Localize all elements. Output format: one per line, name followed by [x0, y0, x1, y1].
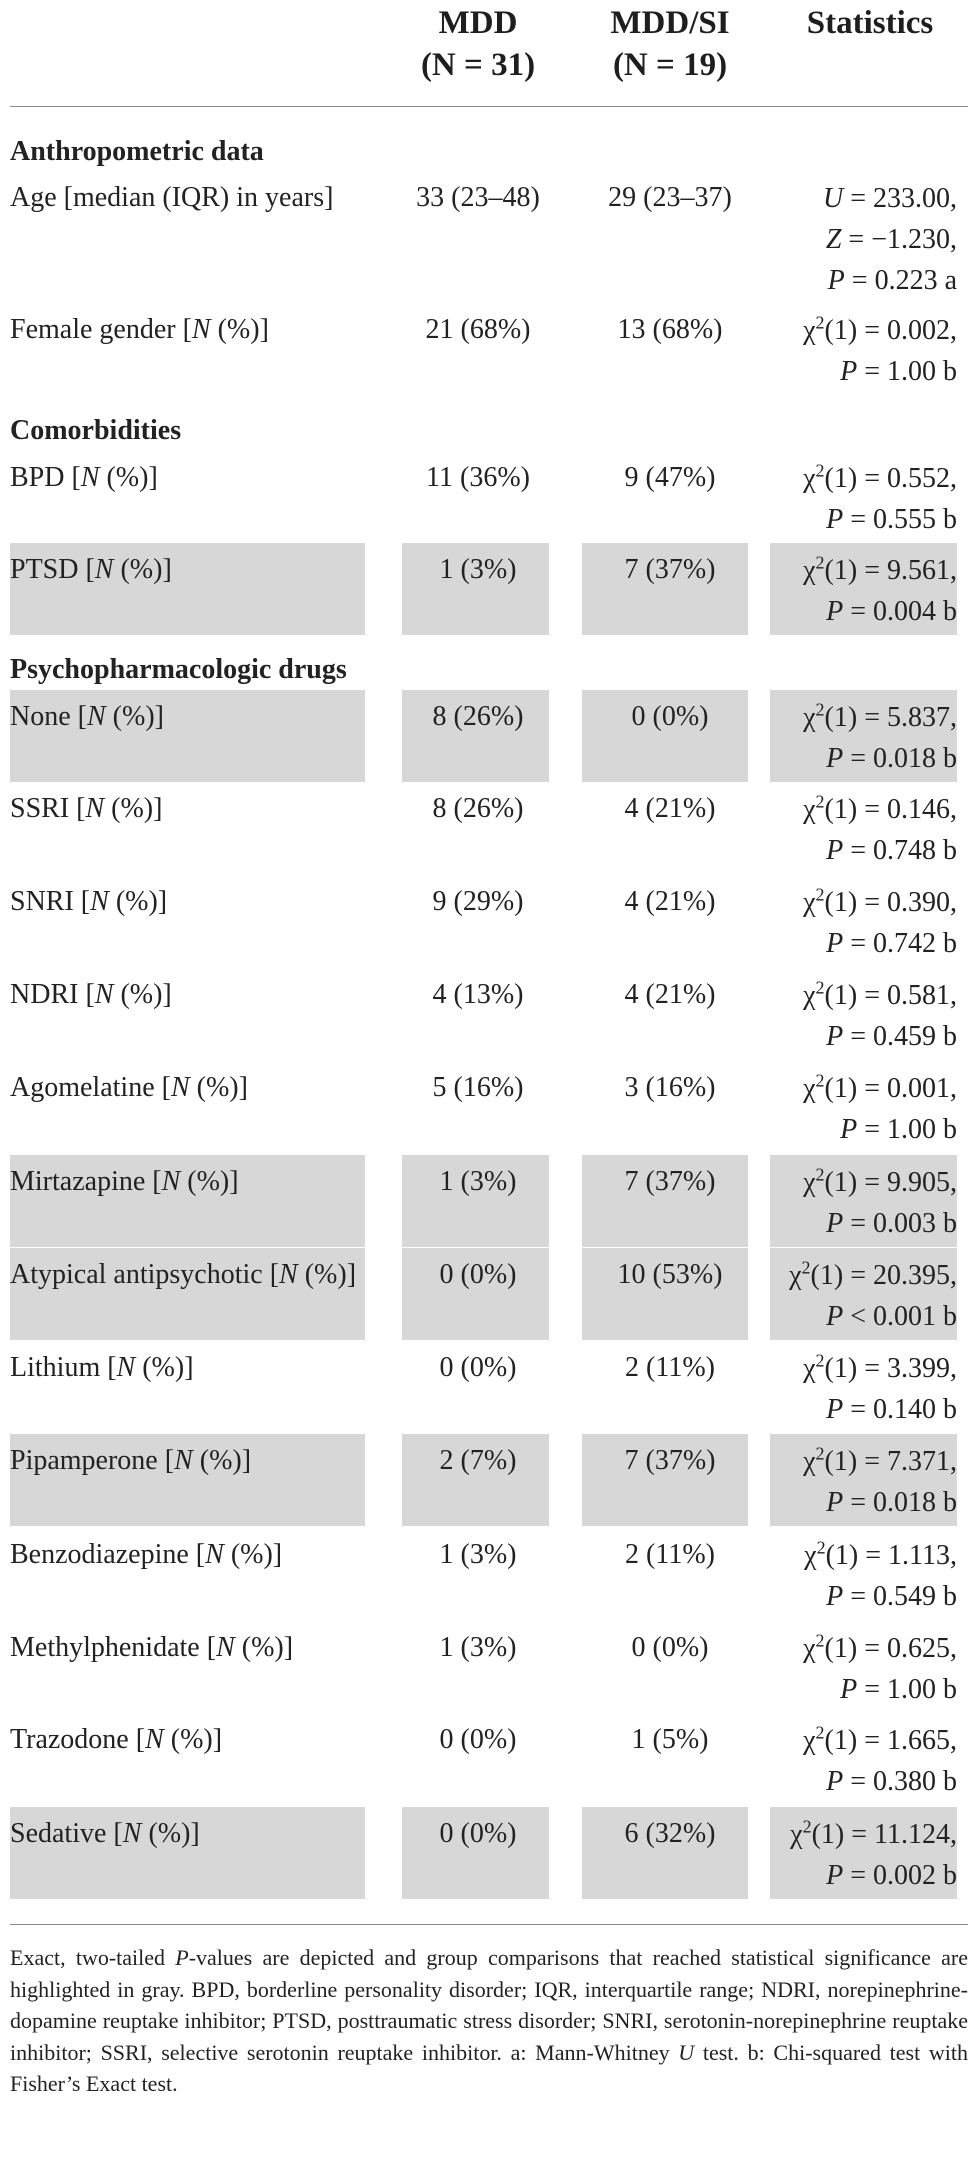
cell-mdd: 33 (23–48)	[416, 182, 540, 213]
cell-statistics	[777, 1441, 957, 1523]
cell-mdd-si: 7 (37%)	[624, 1445, 716, 1476]
cell-mdd-si: 13 (68%)	[617, 314, 723, 345]
statistic-line: P = 0.223 a	[827, 265, 957, 296]
cell-mdd-si: 7 (37%)	[624, 1166, 716, 1197]
cell-mdd: 1 (3%)	[439, 1632, 517, 1663]
cell-mdd: 8 (26%)	[432, 793, 524, 824]
cell-statistics	[777, 550, 957, 632]
statistic-line: $\chi^2(1) = 0.390$,	[803, 884, 957, 918]
cell-mdd: 4 (13%)	[432, 979, 524, 1010]
statistic-line: $\chi^2(1) = 0.146$,	[803, 791, 957, 825]
cell-mdd: 0 (0%)	[439, 1352, 517, 1383]
statistic-line: P = 0.549 b	[826, 1581, 957, 1612]
header-divider	[10, 106, 968, 107]
row-label: NDRI [N (%)]	[10, 979, 172, 1010]
cell-mdd-si: 7 (37%)	[624, 554, 716, 585]
statistic-line: P = 1.00 b	[840, 356, 957, 387]
cell-statistics	[777, 310, 957, 392]
row-label: Trazodone [N (%)]	[10, 1724, 223, 1755]
statistic-line: P = 0.380 b	[826, 1766, 957, 1797]
statistic-line: $\chi^2(1) = 1.113$,	[804, 1537, 957, 1571]
row-label: Pipamperone [N (%)]	[10, 1445, 252, 1476]
cell-statistics	[777, 1814, 957, 1896]
cell-mdd: 9 (29%)	[432, 886, 524, 917]
statistic-line: $\chi^2(1) = 1.665$,	[803, 1722, 957, 1756]
statistic-line: P = 1.00 b	[840, 1674, 957, 1705]
cell-mdd: 11 (36%)	[426, 462, 530, 493]
statistic-line: $\chi^2(1) = 7.371$,	[803, 1443, 957, 1477]
row-label: BPD [N (%)]	[10, 462, 158, 493]
cell-mdd-si: 2 (11%)	[625, 1539, 715, 1570]
cell-mdd-si: 0 (0%)	[631, 701, 709, 732]
statistic-line: $\chi^2(1) = 0.625$,	[803, 1630, 957, 1664]
cell-statistics	[777, 1162, 957, 1244]
statistic-line: P = 0.140 b	[826, 1394, 957, 1425]
statistic-line: $\chi^2(1) = 0.581$,	[803, 977, 957, 1011]
cell-mdd: 1 (3%)	[439, 1539, 517, 1570]
statistic-line: P = 0.555 b	[826, 504, 957, 535]
row-label: SNRI [N (%)]	[10, 886, 168, 917]
statistic-line: $\chi^2(1) = 0.002$,	[803, 312, 957, 346]
cell-statistics	[777, 975, 957, 1057]
cell-mdd-si: 6 (32%)	[624, 1818, 716, 1849]
footer-divider	[10, 1924, 968, 1925]
cell-mdd: 2 (7%)	[439, 1445, 517, 1476]
header-mdd: MDD (N = 31)	[420, 5, 536, 83]
row-label: SSRI [N (%)]	[10, 793, 163, 824]
header-mdd-si: MDD/SI (N = 19)	[610, 5, 730, 83]
row-label: Agomelatine [N (%)]	[10, 1072, 248, 1103]
row-label: Methylphenidate [N (%)]	[10, 1632, 294, 1663]
statistic-line: P = 0.003 b	[826, 1208, 957, 1239]
row-label: Mirtazapine [N (%)]	[10, 1166, 239, 1197]
cell-mdd-si: 3 (16%)	[624, 1072, 716, 1103]
row-label: Age [median (IQR) in years]	[10, 182, 334, 213]
cell-mdd: 5 (16%)	[432, 1072, 524, 1103]
statistic-line: $\chi^2(1) = 11.124$,	[790, 1816, 957, 1850]
statistic-line: P = 1.00 b	[840, 1114, 957, 1145]
statistic-line: P = 0.004 b	[826, 596, 957, 627]
cell-statistics	[777, 789, 957, 871]
cell-statistics	[777, 697, 957, 779]
cell-mdd-si: 1 (5%)	[631, 1724, 709, 1755]
cell-statistics	[777, 1628, 957, 1710]
statistic-line: P = 0.002 b	[826, 1860, 957, 1891]
statistic-line: P = 0.018 b	[826, 1487, 957, 1518]
section-drugs: Psychopharmacologic drugs	[10, 654, 347, 685]
table-header	[0, 0, 979, 105]
cell-mdd: 21 (68%)	[425, 314, 531, 345]
cell-mdd-si: 4 (21%)	[624, 886, 716, 917]
cell-mdd: 0 (0%)	[439, 1724, 517, 1755]
cell-mdd-si: 29 (23–37)	[608, 182, 732, 213]
statistic-line: $\chi^2(1) = 20.395$,	[789, 1257, 957, 1291]
cell-mdd: 1 (3%)	[439, 554, 517, 585]
section-anthropometric: Anthropometric data	[10, 136, 264, 167]
row-label: PTSD [N (%)]	[10, 554, 172, 585]
cell-mdd-si: 2 (11%)	[625, 1352, 715, 1383]
cell-mdd-si: 9 (47%)	[624, 462, 716, 493]
cell-statistics	[777, 882, 957, 964]
header-statistics: Statistics	[806, 5, 934, 41]
cell-statistics	[777, 1068, 957, 1150]
row-label: None [N (%)]	[10, 701, 164, 732]
statistic-line: P = 0.748 b	[826, 835, 957, 866]
cell-statistics	[777, 1720, 957, 1802]
cell-statistics	[777, 458, 957, 540]
statistic-line: $\chi^2(1) = 0.001$,	[803, 1070, 957, 1104]
cell-mdd: 1 (3%)	[439, 1166, 517, 1197]
cell-mdd: 0 (0%)	[439, 1818, 517, 1849]
cell-mdd-si: 4 (21%)	[624, 793, 716, 824]
cell-statistics	[777, 1535, 957, 1617]
statistic-line: $\chi^2(1) = 9.561$,	[803, 552, 957, 586]
cell-mdd-si: 4 (21%)	[624, 979, 716, 1010]
section-comorbidities: Comorbidities	[10, 415, 182, 446]
cell-statistics	[777, 1348, 957, 1430]
cell-statistics	[777, 1255, 957, 1337]
cell-statistics	[777, 178, 957, 301]
row-label: Lithium [N (%)]	[10, 1352, 194, 1383]
cell-mdd-si: 10 (53%)	[617, 1259, 723, 1290]
statistic-line: P = 0.018 b	[826, 743, 957, 774]
statistic-line: Z = −1.230,	[825, 224, 957, 255]
row-label: Benzodiazepine [N (%)]	[10, 1539, 283, 1570]
row-label: Atypical antipsychotic [N (%)]	[10, 1259, 357, 1290]
statistic-line: P = 0.742 b	[826, 928, 957, 959]
statistic-line: $\chi^2(1) = 5.837$,	[803, 699, 957, 733]
statistic-line: $\chi^2(1) = 3.399$,	[803, 1350, 957, 1384]
row-label: Sedative [N (%)]	[10, 1818, 200, 1849]
row-label: Female gender [N (%)]	[10, 314, 269, 345]
table-footnote: Exact, two-tailed P-values are depicted and group comparisons that reached statistical significance are highlighted in gray. BPD, borderline personality disorder; IQR, interquartile range; NDRI, norepinephrine-dopamine reuptake inhibitor; PTSD, posttraumatic stress disorder; SNRI, serotonin-norepinephrine reuptake inhibitor; SSRI, selective serotonin reuptake inhibitor. a: Mann-Whitney U test. b: Chi-squared test with Fisher’s Exact test.	[10, 1945, 968, 2096]
cell-mdd: 8 (26%)	[432, 701, 524, 732]
statistic-line: $\chi^2(1) = 0.552$,	[803, 460, 957, 494]
cell-mdd: 0 (0%)	[439, 1259, 517, 1290]
cell-mdd-si: 0 (0%)	[631, 1632, 709, 1663]
statistic-line: U = 233.00,	[822, 183, 957, 214]
statistic-line: P < 0.001 b	[826, 1301, 957, 1332]
statistic-line: P = 0.459 b	[826, 1021, 957, 1052]
statistic-line: $\chi^2(1) = 9.905$,	[803, 1164, 957, 1198]
